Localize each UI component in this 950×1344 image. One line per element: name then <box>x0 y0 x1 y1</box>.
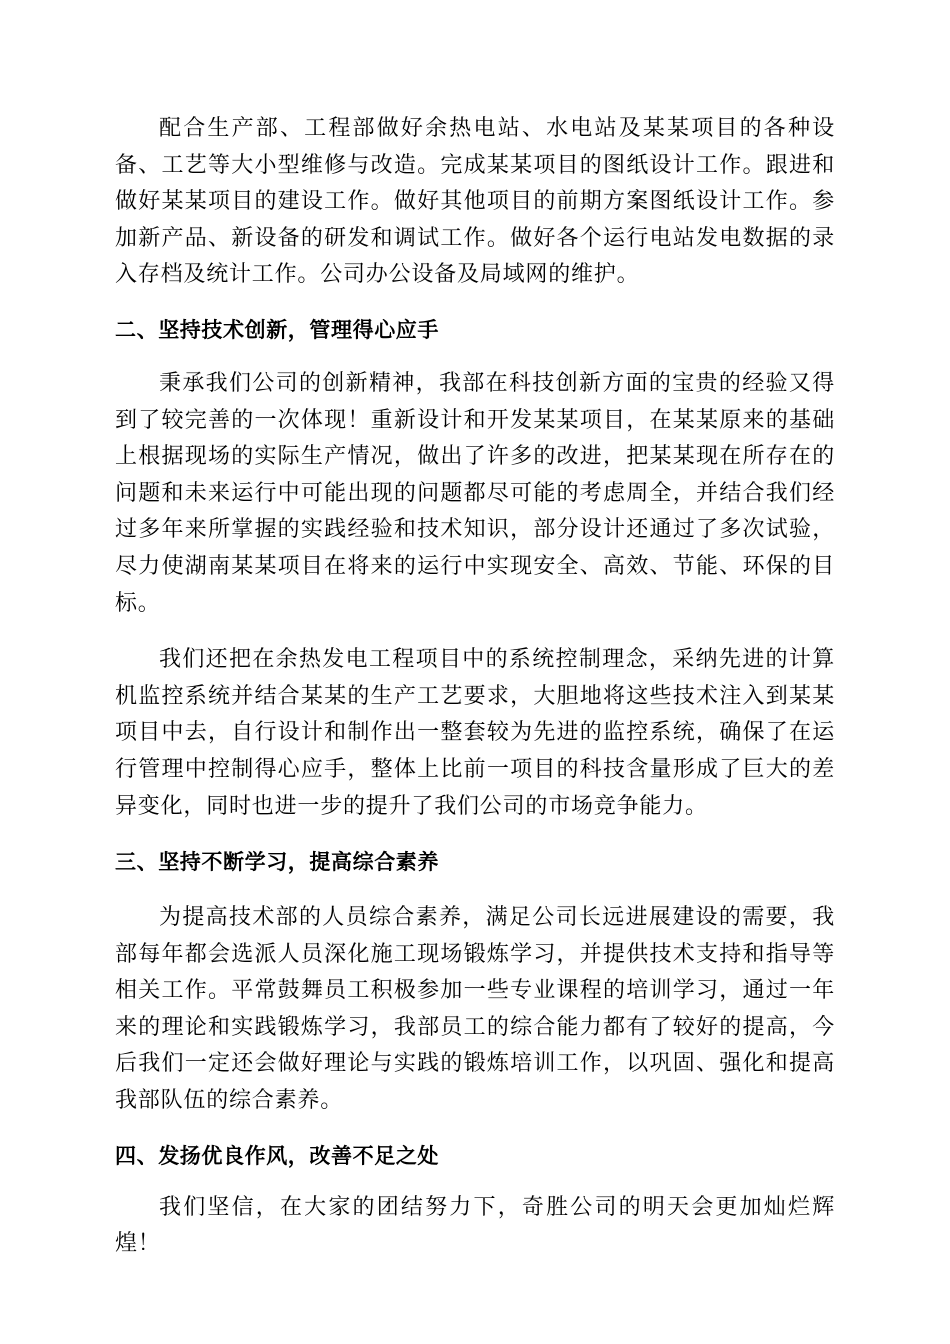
section-heading-improvement: 四、发扬优良作风，改善不足之处 <box>115 1143 439 1168</box>
section-heading-learning: 三、坚持不断学习，提高综合素养 <box>115 850 439 875</box>
paragraph-maintenance-tasks: 配合生产部、工程部做好余热电站、水电站及某某项目的各种设备、工艺等大小型维修与改造。完成某某项目的图纸设计工作。跟进和做好某某项目的建设工作。做好其他项目的前期方案图纸设计工作。参加新产品、新设备的研发和调试工作。做好各个运行电站发电数据的录入存档及统计工作。公司办公设备及局域网的维护。 <box>115 116 835 288</box>
paragraph-staff-training: 为提高技术部的人员综合素养，满足公司长远进展建设的需要，我部每年都会选派人员深化施工现场锻炼学习，并提供技术支持和指导等相关工作。平常鼓舞员工积极参加一些专业课程的培训学习，通过一年来的理论和实践锻炼学习，我部员工的综合能力都有了较好的提高，今后我们一定还会做好理论与实践的锻炼培训工作，以巩固、强化和提高我部队伍的综合素养。 <box>115 905 835 1114</box>
paragraph-closing-statement: 我们坚信，在大家的团结努力下，奇胜公司的明天会更加灿烂辉煌！ <box>115 1194 835 1257</box>
section-heading-innovation: 二、坚持技术创新，管理得心应手 <box>115 317 439 342</box>
document-body <box>115 111 835 1263</box>
paragraph-monitoring-system: 我们还把在余热发电工程项目中的系统控制理念，采纳先进的计算机监控系统并结合某某的生产工艺要求，大胆地将这些技术注入到某某项目中去，自行设计和制作出一整套较为先进的监控系统，确保了在运行管理中控制得心应手，整体上比前一项目的科技含量形成了巨大的差异变化，同时也进一步的提升了我们公司的市场竞争能力。 <box>115 647 835 819</box>
paragraph-innovation-experience: 秉承我们公司的创新精神，我部在科技创新方面的宝贵的经验又得到了较完善的一次体现！重新设计和开发某某项目，在某某原来的基础上根据现场的实际生产情况，做出了许多的改进，把某某现在所存在的问题和未来运行中可能出现的问题都尽可能的考虑周全，并结合我们经过多年来所掌握的实践经验和技术知识，部分设计还通过了多次试验，尽力使湖南某某项目在将来的运行中实现安全、高效、节能、环保的目标。 <box>115 370 835 616</box>
